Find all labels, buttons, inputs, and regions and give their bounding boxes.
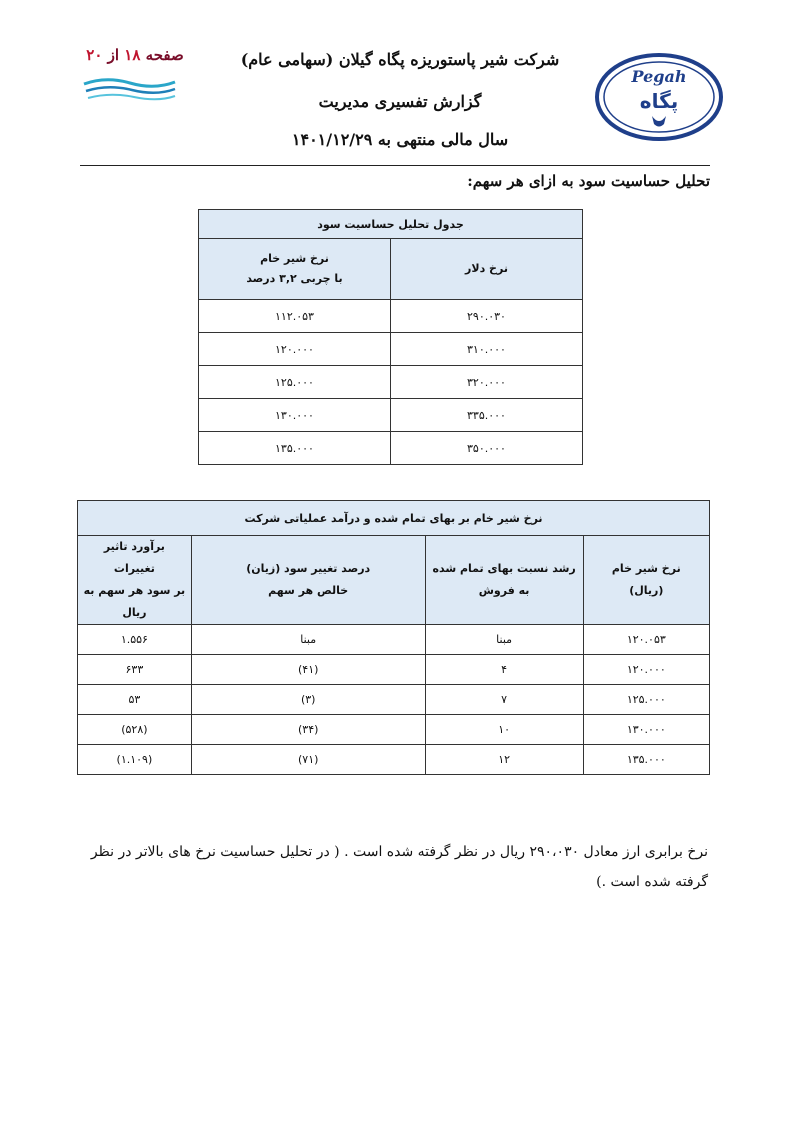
table-row: ۳۵۰.۰۰۰ ۱۳۵.۰۰۰ [199,432,583,465]
logo-farsi: پگاه [639,89,679,113]
report-title: گزارش تفسیری مدیریت [318,92,482,111]
sensitivity-table [198,209,583,465]
column-header-milk-price: نرخ شیر خام (ریال) [583,536,709,625]
table-title: نرخ شیر خام بر بهای تمام شده و درآمد عملیاتی شرکت [78,501,710,536]
table-row: ۳۲۰.۰۰۰ ۱۲۵.۰۰۰ [199,366,583,399]
table-row: ۱۲۰.۰۰۰ ۴ (۴۱) ۶۳۳ [78,655,710,685]
page-number: صفحه ۱۸ از ۲۰ [86,46,184,64]
section-title: تحلیل حساسیت سود به ازای هر سهم: [467,172,710,190]
column-header-profit-change: درصد تغییر سود (زیان) خالص هر سهم [191,536,425,625]
pegah-logo [594,52,724,142]
table-row: ۲۹۰.۰۳۰ ۱۱۲.۰۵۳ [199,300,583,333]
waves-decoration-icon [82,74,177,106]
table-row: ۱۳۵.۰۰۰ ۱۲ (۷۱) (۱.۱۰۹) [78,745,710,775]
footnote: نرخ برابری ارز معادل ۲۹۰،۰۳۰ ریال در نظر گرفته شده است . ( در تحلیل حساسیت نرخ های بالاتر در نظر گرفته شده است .) [90,844,708,890]
page-header [0,0,793,200]
logo-latin: Pegah [631,67,687,86]
table-row: ۳۱۰.۰۰۰ ۱۲۰.۰۰۰ [199,333,583,366]
column-header-eps-impact: برآورد تاثیر تغییرات بر سود هر سهم به ریال [78,536,192,625]
milk-price-impact-table [77,500,710,775]
table-row: ۱۳۰.۰۰۰ ۱۰ (۳۴) (۵۲۸) [78,715,710,745]
header-divider [80,165,710,166]
table-row: ۳۳۵.۰۰۰ ۱۳۰.۰۰۰ [199,399,583,432]
table-title: جدول تحلیل حساسیت سود [199,210,583,239]
column-header-dollar: نرخ دلار [391,239,583,300]
column-header-cost-growth: رشد نسبت بهای تمام شده به فروش [425,536,583,625]
fiscal-year: سال مالی منتهی به ۱۴۰۱/۱۲/۲۹ [291,130,509,149]
column-header-milk: نرخ شیر خام با چربی ۳,۲ درصد [199,239,391,300]
table-row: ۱۲۵.۰۰۰ ۷ (۳) ۵۳ [78,685,710,715]
company-name: شرکت شیر پاستوریزه پگاه گیلان (سهامی عام) [240,50,560,69]
table-row: ۱۲۰.۰۵۳ مبنا مبنا ۱.۵۵۶ [78,625,710,655]
